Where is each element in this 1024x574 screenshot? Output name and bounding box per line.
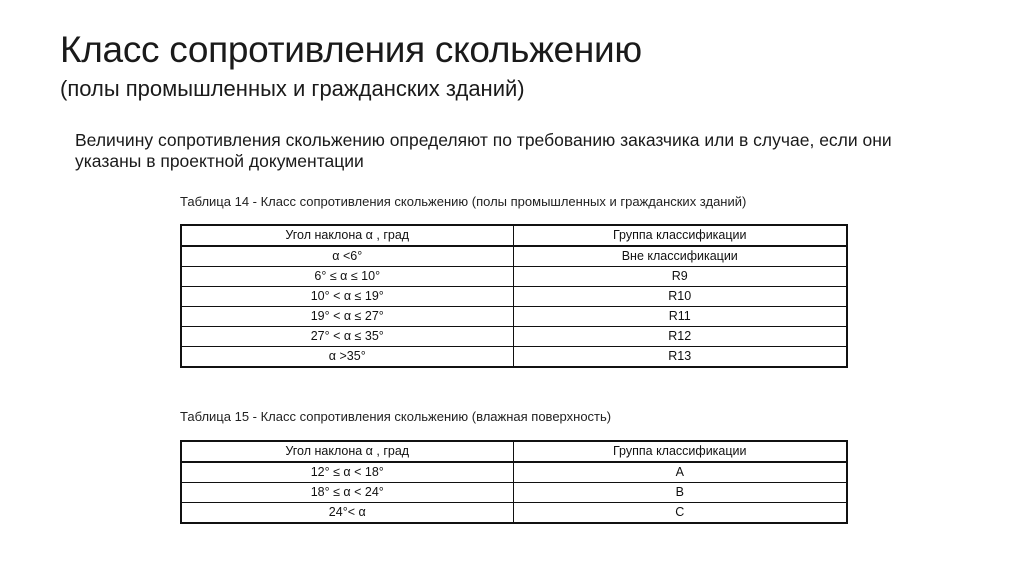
table-row bbox=[181, 347, 847, 368]
table-cell-group: Вне классификации bbox=[513, 246, 847, 267]
table15 bbox=[180, 440, 848, 524]
column-header-angle: Угол наклона α , град bbox=[181, 441, 513, 462]
table-row bbox=[181, 327, 847, 347]
table-header-row bbox=[181, 225, 847, 246]
table-cell-group: A bbox=[513, 462, 847, 483]
slide-title: Класс сопротивления скольжению bbox=[60, 29, 642, 70]
table-cell-angle: 19° < α ≤ 27° bbox=[181, 307, 513, 327]
table-header-row bbox=[181, 441, 847, 462]
table-cell-angle: 24°< α bbox=[181, 503, 513, 524]
slide-subtitle: (полы промышленных и гражданских зданий) bbox=[60, 76, 525, 101]
slide-title-block bbox=[60, 30, 1000, 104]
table-cell-angle: 27° < α ≤ 35° bbox=[181, 327, 513, 347]
table-row bbox=[181, 267, 847, 287]
table-cell-angle: α <6° bbox=[181, 246, 513, 267]
table-cell-group: B bbox=[513, 483, 847, 503]
table-row bbox=[181, 503, 847, 524]
table-row bbox=[181, 287, 847, 307]
table14-caption: Таблица 14 - Класс сопротивления скольжению (полы промышленных и гражданских зданий) bbox=[180, 194, 747, 209]
table-cell-angle: 6° ≤ α ≤ 10° bbox=[181, 267, 513, 287]
table-cell-group: R13 bbox=[513, 347, 847, 368]
table-row bbox=[181, 246, 847, 267]
table15-caption: Таблица 15 - Класс сопротивления скольжению (влажная поверхность) bbox=[180, 409, 612, 424]
table-cell-group: R11 bbox=[513, 307, 847, 327]
table-cell-angle: 10° < α ≤ 19° bbox=[181, 287, 513, 307]
column-header-group: Группа классификации bbox=[513, 225, 847, 246]
column-header-angle: Угол наклона α , град bbox=[181, 225, 513, 246]
column-header-group: Группа классификации bbox=[513, 441, 847, 462]
table-cell-group: R10 bbox=[513, 287, 847, 307]
table-cell-angle: 18° ≤ α < 24° bbox=[181, 483, 513, 503]
table-row bbox=[181, 462, 847, 483]
table-row bbox=[181, 483, 847, 503]
table-cell-group: C bbox=[513, 503, 847, 524]
table-row bbox=[181, 307, 847, 327]
lead-paragraph: Величину сопротивления скольжению определяют по требованию заказчика или в случае, если они указаны в проектной документации bbox=[75, 130, 892, 171]
table14 bbox=[180, 224, 848, 368]
table-cell-angle: 12° ≤ α < 18° bbox=[181, 462, 513, 483]
table-cell-angle: α >35° bbox=[181, 347, 513, 368]
table-cell-group: R12 bbox=[513, 327, 847, 347]
table-cell-group: R9 bbox=[513, 267, 847, 287]
